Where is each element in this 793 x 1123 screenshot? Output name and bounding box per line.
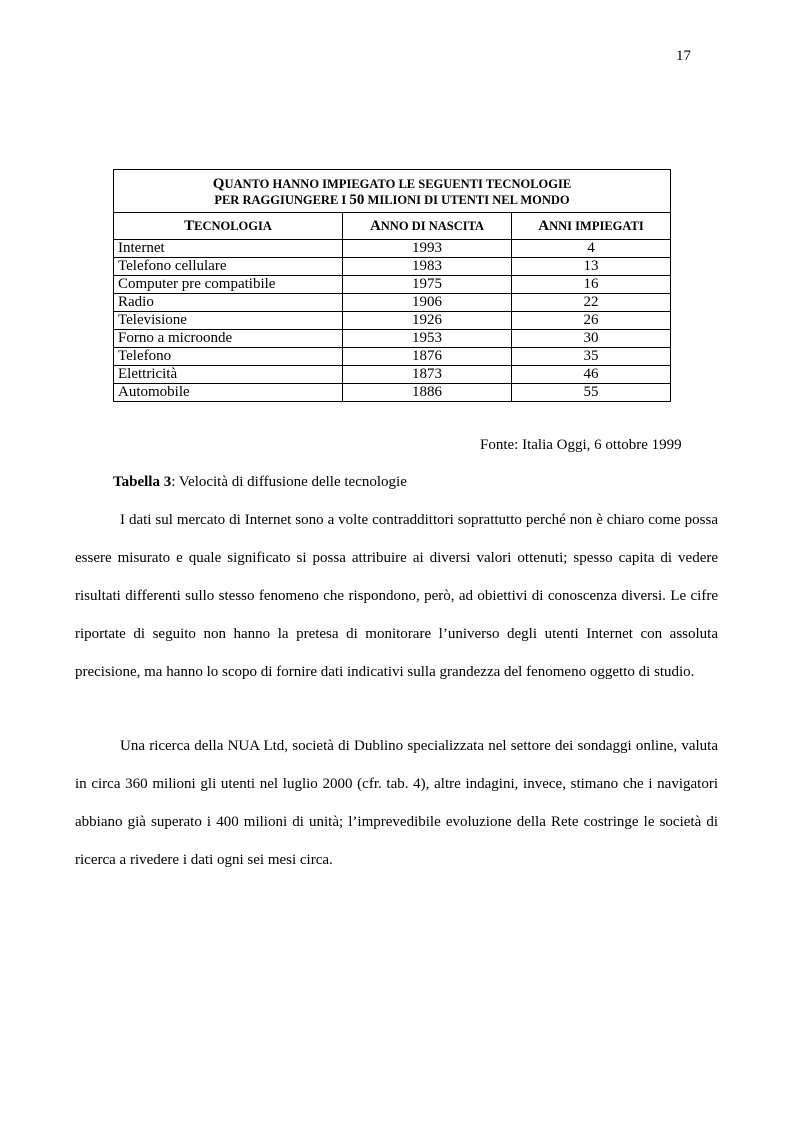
cell-technology: Telefono — [114, 348, 343, 366]
table-row — [114, 276, 671, 294]
cell-birth-year: 1953 — [343, 330, 512, 348]
column-header-years-taken: ANNI IMPIEGATI — [512, 213, 671, 240]
cell-technology: Elettricità — [114, 366, 343, 384]
cell-technology: Televisione — [114, 312, 343, 330]
table-row — [114, 258, 671, 276]
cell-years-taken: 4 — [512, 240, 671, 258]
table-header-row — [114, 213, 671, 240]
table-title-line2-start: PER RAGGIUNGERE I — [214, 193, 350, 207]
cell-years-taken: 16 — [512, 276, 671, 294]
cell-birth-year: 1873 — [343, 366, 512, 384]
cell-technology: Computer pre compatibile — [114, 276, 343, 294]
table-row — [114, 348, 671, 366]
cell-technology: Forno a microonde — [114, 330, 343, 348]
table-row — [114, 294, 671, 312]
cell-years-taken: 13 — [512, 258, 671, 276]
body-paragraph: I dati sul mercato di Internet sono a volte contraddittori soprattutto perché non è chiaro come possa essere misurato e quale significato si possa attribuire ai diversi valori ottenuti; spesso capita di vedere risultati differenti sullo stesso fenomeno che rispondono, però, ad obiettivi di conoscenza diversi. Le cifre riportate di seguito non hanno la pretesa di monitorare l’universo degli utenti Internet con assoluta precisione, ma hanno lo scopo di fornire dati indicativi sulla grandezza del fenomeno oggetto di studio. — [75, 512, 718, 680]
cell-birth-year: 1975 — [343, 276, 512, 294]
cell-birth-year: 1983 — [343, 258, 512, 276]
column-header-birth-year: ANNO DI NASCITA — [343, 213, 512, 240]
body-paragraph: Una ricerca della NUA Ltd, società di Dublino specializzata nel settore dei sondaggi online, valuta in circa 360 milioni gli utenti nel luglio 2000 (cfr. tab. 4), altre indagini, invece, stimano che i navigatori abbiano già superato i 400 milioni di unità; l’imprevedibile evoluzione della Rete costringe le società di ricerca a rivedere i dati ogni sei mesi circa. — [75, 738, 718, 868]
cell-birth-year: 1906 — [343, 294, 512, 312]
table-source-note: Fonte: Italia Oggi, 6 ottobre 1999 — [480, 437, 682, 453]
cell-technology: Internet — [114, 240, 343, 258]
table-row — [114, 240, 671, 258]
cell-years-taken: 46 — [512, 366, 671, 384]
cell-birth-year: 1926 — [343, 312, 512, 330]
technology-adoption-table — [113, 169, 671, 402]
table-title-number: 50 — [349, 192, 365, 208]
cell-birth-year: 1876 — [343, 348, 512, 366]
cell-technology: Automobile — [114, 384, 343, 402]
cell-birth-year: 1886 — [343, 384, 512, 402]
cell-technology: Radio — [114, 294, 343, 312]
table-row — [114, 312, 671, 330]
table-title-line2-end: MILIONI DI UTENTI NEL MONDO — [364, 193, 570, 207]
page-number: 17 — [676, 48, 691, 64]
column-header-technology: TECNOLOGIA — [114, 213, 343, 240]
table-row — [114, 366, 671, 384]
cell-years-taken: 26 — [512, 312, 671, 330]
table-row — [114, 384, 671, 402]
cell-years-taken: 35 — [512, 348, 671, 366]
caption-text: : Velocità di diffusione delle tecnologie — [171, 474, 407, 490]
cell-technology: Telefono cellulare — [114, 258, 343, 276]
table-title — [114, 170, 671, 213]
table-title-initial: Q — [212, 176, 225, 192]
table-row — [114, 330, 671, 348]
table-title-row — [114, 170, 671, 213]
table-title-line1: UANTO HANNO IMPIEGATO LE SEGUENTI TECNOLOGIE — [224, 177, 572, 191]
cell-years-taken: 22 — [512, 294, 671, 312]
cell-birth-year: 1993 — [343, 240, 512, 258]
table-caption — [113, 474, 407, 491]
cell-years-taken: 55 — [512, 384, 671, 402]
cell-years-taken: 30 — [512, 330, 671, 348]
caption-label: Tabella 3 — [113, 474, 172, 490]
